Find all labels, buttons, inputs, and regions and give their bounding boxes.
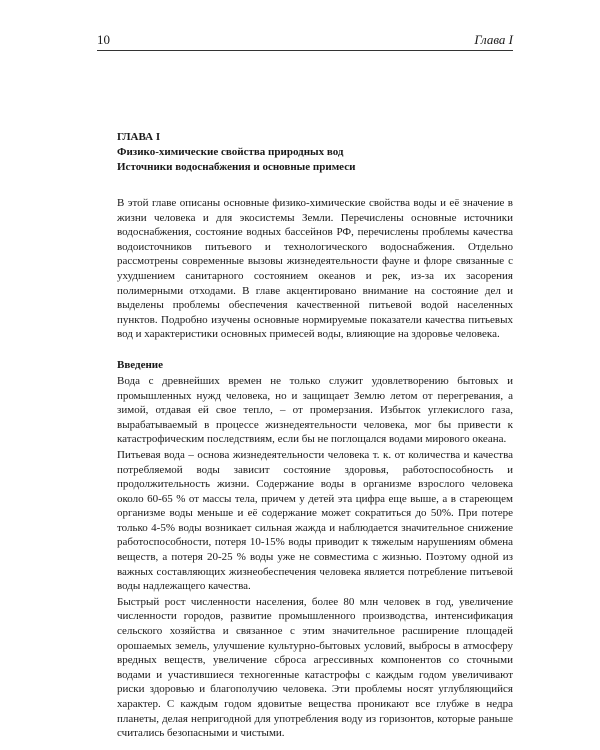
chapter-title-line-2: Источники водоснабжения и основные примеси bbox=[117, 161, 356, 173]
section-title-introduction: Введение bbox=[117, 358, 164, 371]
running-head: Глава I bbox=[474, 32, 513, 47]
page-header bbox=[97, 32, 513, 51]
page-number: 10 bbox=[97, 32, 110, 47]
chapter-title-line-1: Физико-химические свойства природных вод bbox=[117, 146, 344, 158]
paragraph: Питьевая вода – основа жизнедеятельности человека т. к. от количества и качества потребляемой воды зависит состояние здоровья, работоспособность и продолжительность жизни. Содержание воды в организме взрослого человека около 60-65 % от массы тела, причем у детей эта цифра еще выше, а в стареющем организме воды меньше и её содержание может сократиться до 50%. При потере только 4-5% воды возникает сильная жажда и наблюдается значительное снижение работоспособности, потеря 10-15% воды приводит к тяжелым нарушениям обмена веществ, а потеря 20-25 % воды уже не совместима с жизнью. Поэтому одной из важных составляющих жизнеобеспечения человека является потребление питьевой воды надлежащего качества. bbox=[117, 448, 513, 593]
page-content bbox=[117, 130, 513, 742]
paragraph: Вода с древнейших времен не только служит удовлетворению бытовых и промышленных нужд человека, но и защищает Землю летом от перегревания, а зимой, отдавая ей свое тепло, – от промерзания. Избыток углекислого газа, вырабатываемый в процессе жизнедеятельности человека, мог бы привести к катастрофическим последствиям, если бы не поглощался водами мирового океана. bbox=[117, 374, 513, 446]
chapter-label: ГЛАВА I bbox=[117, 131, 161, 143]
chapter-abstract: В этой главе описаны основные физико-химические свойства воды и её значение в жизни человека и для экосистемы Земли. Перечислены основные источники водоснабжения, состояние водных бассейнов РФ, перечислены проблемы качества водоисточников питьевого и технологического водоснабжения. Отдельно рассмотрены современные вызовы жизнедеятельности фауне и флоре связанные с ухудшением санитарного состоянием океанов и рек, из-за их засорения полимерными отходами. В главе акцентировано внимание на состояние дел и выделены проблемы обеспечения качественной питьевой водой населенных пунктов. Подробно изучены основные нормируемые показатели качества питьевых вод и характеристики основных примесей воды, влияющие на здоровье человека. bbox=[117, 197, 513, 341]
chapter-heading bbox=[117, 130, 513, 175]
paragraph: Быстрый рост численности населения, более 80 млн человек в год, увеличение численности городов, развитие промышленного производства, интенсификация сельского хозяйства и связанное с этим значительное расширение площадей орошаемых земель, улучшение культурно-бытовых условий, выбросы в атмосферу вредных веществ, увеличение сброса агрессивных компонентов со сточными водами и участившиеся техногенные катастрофы с каждым годом увеличивают риски здоровью и благополучию человека. Эти проблемы носят углубляющийся характер. С каждым годом ядовитые вещества проникают все глубже в недра планеты, делая непригодной для употребления воду из горизонтов, которые раньше считались безопасными и чистыми. bbox=[117, 595, 513, 740]
